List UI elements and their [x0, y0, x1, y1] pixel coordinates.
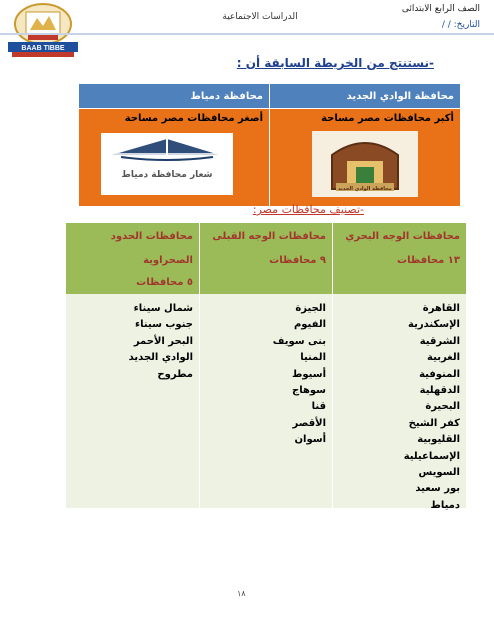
list-item: أسوان [294, 434, 326, 446]
new-valley-emblem-text: محافظة الوادي الجديد [338, 186, 392, 192]
column-title-upper-egypt: محافظات الوجه القبلى [212, 231, 326, 242]
subject-label: الدراسات الاجتماعية [222, 12, 298, 22]
governorate-classification-table [66, 223, 466, 511]
grade-label: الصف الرابع الابتدائى [401, 4, 480, 14]
table1-cell-new-valley [270, 109, 460, 206]
list-item: سوهاج [292, 385, 326, 397]
column-title-frontier-line2: الصحراوية [143, 255, 193, 266]
list-item: بور سعيد [415, 483, 460, 495]
table1-cell-damietta [79, 109, 269, 206]
list-item: الإسماعيلية [403, 450, 460, 462]
damietta-emblem [101, 133, 233, 195]
list-item: الغربية [427, 352, 460, 364]
date-field: التاريخ: / / [441, 20, 480, 30]
list-frontier [71, 301, 193, 383]
damietta-emblem-text: شعار محافظة دمياط [121, 170, 213, 180]
list-item: الأقصر [292, 417, 326, 429]
count-upper-egypt: ٩ محافظات [269, 255, 326, 266]
header-divider [0, 33, 494, 35]
list-item: دمياط [430, 499, 460, 511]
list-item: القاهرة [422, 303, 460, 314]
list-item: شمال سيناء [133, 303, 193, 314]
school-logo [2, 2, 84, 58]
list-item: قنا [311, 401, 326, 413]
list-item: الفيوم [293, 319, 326, 331]
largest-area-label: أكبر محافظات مصر مساحة [321, 113, 454, 124]
table1-header-new-valley: محافظة الوادي الجديد [270, 84, 460, 108]
list-item: بنى سويف [272, 335, 326, 347]
list-item: الدقهلية [419, 385, 460, 397]
list-item: السويس [418, 467, 460, 479]
list-lower-egypt [340, 301, 460, 514]
page-number: ١٨ [237, 589, 246, 598]
count-frontier: ٥ محافظات [136, 277, 193, 288]
list-item: الشرقية [419, 335, 460, 347]
list-item: مطروح [157, 368, 193, 380]
list-item: كفر الشيخ [408, 417, 460, 429]
column-title-frontier: محافظات الحدود [110, 231, 193, 242]
logo-wordmark: BAAB TIBBE [21, 45, 65, 52]
list-item: البحيرة [425, 401, 460, 413]
column-title-lower-egypt: محافظات الوجه البحري [345, 231, 460, 242]
classification-heading: -تصنيف محافظات مصر: [252, 203, 364, 216]
list-item: الوادي الجديد [128, 352, 193, 364]
smallest-area-label: أصغر محافظات مصر مساحة [124, 113, 263, 124]
count-lower-egypt: ١٣ محافظات [397, 255, 460, 266]
new-valley-emblem [312, 131, 418, 197]
list-item: المنوفية [419, 368, 460, 380]
list-item: القليوبية [417, 434, 460, 446]
list-item: جنوب سيناء [135, 319, 193, 331]
list-item: الجيزة [295, 303, 326, 314]
list-item: الإسكندرية [408, 319, 460, 331]
table1-header-damietta: محافظة دمياط [79, 84, 269, 108]
section-heading: -نستنتج من الخريطة السابقة أن : [236, 56, 434, 70]
list-item: البحر الأحمر [133, 335, 193, 347]
governorate-comparison-table [79, 84, 460, 206]
list-item: المنيا [300, 352, 326, 364]
list-item: أسيوط [292, 368, 326, 380]
list-upper-egypt [206, 301, 326, 449]
